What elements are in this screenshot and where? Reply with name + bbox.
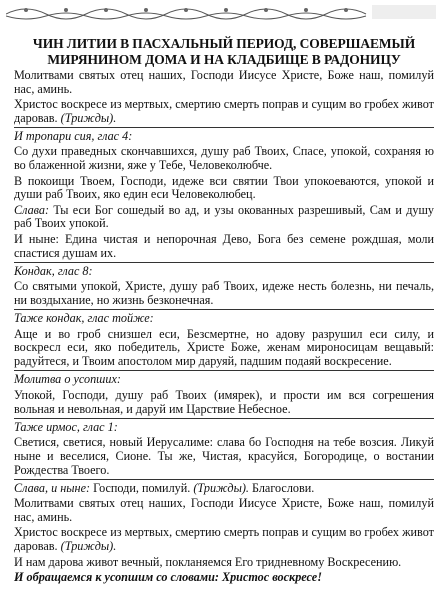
prayer-text [14,69,434,586]
rubric: Таже ирмос, глас 1: [14,419,118,434]
paragraph: И ныне: Едина чистая и непорочная Дево, Бога без семене рождшая, моли спастися душам их. [14,231,434,260]
rubric-inline: (Трижды). [60,110,117,125]
paragraph: Светися, светися, новый Иерусалиме: слава бо Господня на тебе возсия. Ликуй ныне и веселися, Сионе. Ты же, Чистая, красуйся, Богородице, о востании Рождества Твоего. [14,435,434,477]
paragraph: Молитвами святых отец наших, Господи Иисусе Христе, Боже наш, помилуй нас, аминь. [14,68,434,96]
decorative-ornament-band [6,2,442,22]
divider [14,127,434,128]
rubric: Молитва о усопших: [14,372,121,387]
divider [14,418,434,419]
paragraph: Слава, и ныне: Господи, помилуй. (Трижды). Благослови. [14,481,315,496]
rubric-inline: (Трижды). [193,481,249,496]
rubric: Кондак, глас 8: [14,263,93,278]
rubric-inline: (Трижды). [60,539,117,554]
paragraph: Со духи праведных скончавшихся, душу раб Твоих, Спасе, упокой, сохраняя ю во блаженной жизни, яже у Тебе, Человеколюбче. [14,144,434,173]
divider [14,309,434,310]
paragraph: Со святыми упокой, Христе, душу раб Твоих, идеже несть болезнь, ни печаль, ни воздыхание, но жизнь безконечная. [14,279,434,307]
divider [14,370,434,371]
paragraph: Упокой, Господи, душу раб Твоих (имярек), и прости им вся согрешения вольная и невольная, и даруй им Царствие Небесное. [14,387,434,416]
paragraph: Христос воскресе из мертвых, смертию смерть поправ и сущим во гробех живот даровав. (Трижды). [14,97,434,125]
paragraph: Слава: Ты еси Бог сошедый во ад, и узы окованных разрешивый, Сам и душу раб Твоих упокой. [14,202,434,231]
rubric: Таже кондак, глас тойже: [14,311,154,326]
paragraph: И нам дарова живот вечный, покланяемся Его тридневному Воскресению. [14,554,402,569]
paragraph: Аще и во гроб снизшел еси, Безсмертне, но адову разрушил еси силу, и воскресл еси, яко победитель, Христе Боже, женам мироносицам вещавый: радуйтеся, и Твоим апостолом мир даруяй, падшим подаяй воскресение. [14,326,434,369]
divider [14,479,434,480]
paragraph: Молитвами святых отец наших, Господи Иисусе Христе, Боже наш, помилуй нас, аминь. [14,496,434,525]
paragraph: Христос воскресе из мертвых, смертию смерть поправ и сущим во гробех живот даровав. (Трижды). [14,525,434,554]
rubric-inline: Слава, и ныне: [14,481,91,496]
divider [14,262,434,263]
paragraph: В покоищи Твоем, Господи, идеже вси святии Твои упокоеваются, упокой и души раб Твоих, яко един еси Человеколюбец. [14,173,434,202]
closing-line: И обращаемся к усопшим со словами: Христос воскресе! [14,569,322,584]
rubric-inline: И ныне: [14,231,59,246]
rubric-inline: Слава: [14,202,50,217]
page-title: ЧИН ЛИТИИ В ПАСХАЛЬНЫЙ ПЕРИОД, СОВЕРШАЕМЫЙ МИРЯНИНОМ ДОМА И НА КЛАДБИЩЕ В РАДОНИЦУ [32,36,416,67]
rubric: И тропари сия, глас 4: [14,129,133,144]
